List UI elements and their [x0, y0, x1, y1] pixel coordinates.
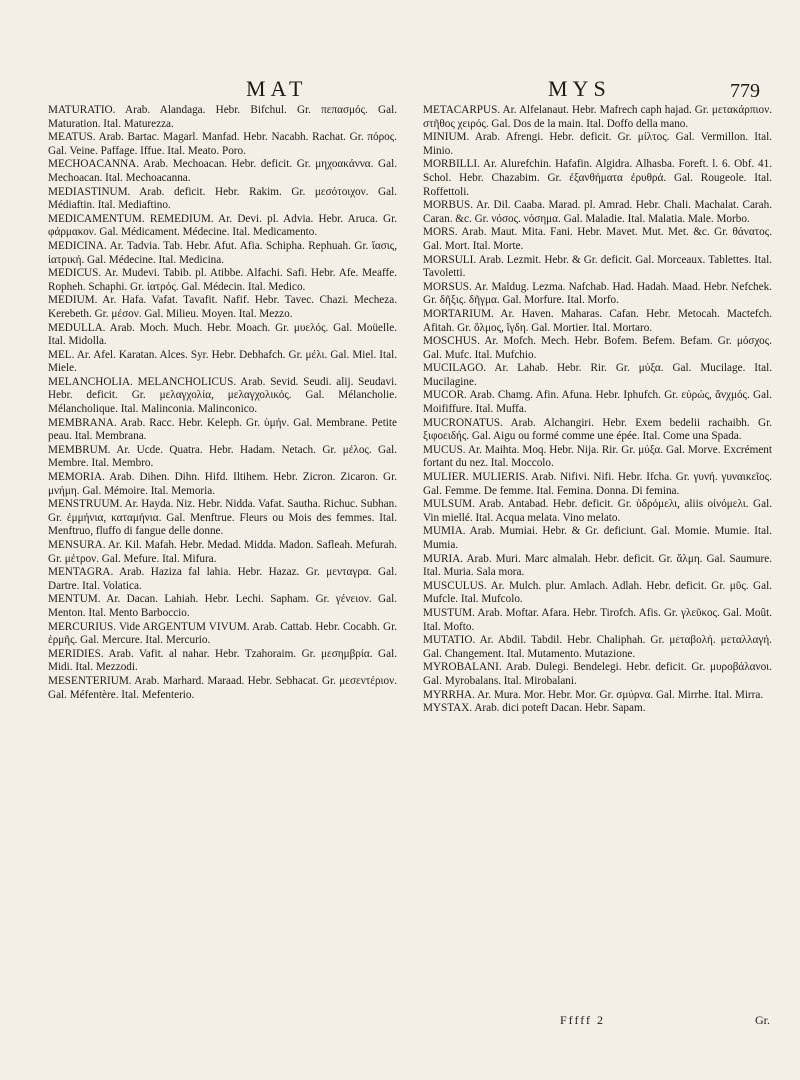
dictionary-entry: MEMBRANA. Arab. Racc. Hebr. Keleph. Gr. ὑμήν. Gal. Membrane. Petite peau. Ital. Membrana. [48, 416, 397, 443]
dictionary-entry: MYSTAX. Arab. dici poteft Dacan. Hebr. Sapam. [423, 702, 646, 715]
dictionary-entry: METACARPUS. Ar. Alfelanaut. Hebr. Mafrech caph hajad. Gr. μετακάρπιον. στῆθος χειρός. Gal. Dos de la main. Ital. Doffo della mano. [423, 104, 772, 130]
dictionary-entry: MYRRHA. Ar. Mura. Mor. Hebr. Mor. Gr. σμύρνα. Gal. Mirrhe. Ital. Mirra. [423, 688, 764, 701]
dictionary-entry: MEMORIA. Arab. Dihen. Dihn. Hifd. Iltihem. Hebr. Zicron. Zicaron. Gr. μνήμη. Gal. Mémoire. Ital. Memoria. [48, 471, 397, 497]
dictionary-entry: MORBILLI. Ar. Alurefchin. Hafafin. Algidra. Alhasba. Foreft. l. 6. Obf. 41. Schol. Hebr. Chazabim. Gr. ἐξανθήματα ἐρυθρά. Gal. Rougeole. Ital. Roffettoli. [423, 158, 772, 198]
dictionary-entry: MYROBALANI. Arab. Dulegi. Bendelegi. Hebr. deficit. Gr. μυροβάλανοι. Gal. Myrobalans. Ital. Mirobalani. [423, 661, 772, 687]
dictionary-entry: MELANCHOLIA. MELANCHOLICUS. Arab. Sevid. Seudi. alij. Seudavi. Hebr. deficit. Gr. μελαγχολία, μελαγχολικός. Gal. Mélancholie. Mélancholique. Ital. Malinconia. Malinconico. [48, 375, 397, 416]
dictionary-entry: MENSURA. Ar. Kil. Mafah. Hebr. Medad. Midda. Madon. Safleah. Mefurah. Gr. μέτρον. Gal. Mefure. Ital. Mifura. [48, 539, 397, 565]
dictionary-entry: MEATUS. Arab. Bartac. Magarl. Manfad. Hebr. Nacabh. Rachat. Gr. πόρος. Gal. Veine. Paffage. Iffue. Ital. Meato. Poro. [48, 131, 397, 157]
dictionary-entry: MEDIUM. Ar. Hafa. Vafat. Tavafit. Nafif. Hebr. Tavec. Chazi. Mecheza. Kerebeth. Gr. μέσον. Gal. Milieu. Moyen. Ital. Mezzo. [48, 294, 397, 320]
dictionary-entry: MORSULI. Arab. Lezmit. Hebr. & Gr. deficit. Gal. Morceaux. Tablettes. Ital. Tavoletti. [423, 253, 772, 280]
running-head-right: MYS [548, 76, 611, 101]
dictionary-entry: MULSUM. Arab. Antabad. Hebr. deficit. Gr. ὑδρόμελι, aliis οἰνόμελι. Gal. Vin miellé. Ital. Acqua melata. Vino melato. [423, 498, 772, 524]
dictionary-entry: MEL. Ar. Afel. Karatan. Alces. Syr. Hebr. Debhafch. Gr. μέλι. Gal. Miel. Ital. Miele. [48, 348, 397, 375]
dictionary-entry: MEDIASTINUM. Arab. deficit. Hebr. Rakim. Gr. μεσότοιχον. Gal. Médiaftin. Ital. Mediaftino. [48, 185, 397, 212]
catchword: Gr. [755, 1013, 770, 1027]
dictionary-entry: MEDICAMENTUM. REMEDIUM. Ar. Devi. pl. Advia. Hebr. Aruca. Gr. φάρμακον. Gal. Médicament. Médecine. Ital. Medicamento. [48, 212, 397, 239]
dictionary-entry: MESENTERIUM. Arab. Marhard. Maraad. Hebr. Sebhacat. Gr. μεσεντέριον. Gal. Méfentère. Ital. Mefenterio. [48, 674, 397, 701]
dictionary-entry: MUSCULUS. Ar. Mulch. plur. Amlach. Adlah. Hebr. deficit. Gr. μῦς. Gal. Mufcle. Ital. Mufcolo. [423, 579, 772, 606]
dictionary-entry: MOSCHUS. Ar. Mofch. Mech. Hebr. Bofem. Befem. Befam. Gr. μόσχος. Gal. Mufc. Ital. Mufchio. [423, 335, 772, 361]
dictionary-entry: MUCRONATUS. Arab. Alchangiri. Hebr. Exem bedelii rachaibh. Gr. ξιφοειδής. Gal. Aigu ou formé comme une épée. Ital. Come una Spada. [423, 416, 772, 443]
running-head-left: MAT [246, 76, 308, 101]
dictionary-entry: MUCUS. Ar. Maihta. Moq. Hebr. Nija. Rir. Gr. μύξα. Gal. Morve. Excrément fortant du nez. Ital. Moccolo. [423, 443, 772, 470]
right-column [423, 104, 772, 716]
dictionary-entry: MEMBRUM. Ar. Ucde. Quatra. Hebr. Hadam. Netach. Gr. μέλος. Gal. Membre. Ital. Membro. [48, 443, 397, 470]
dictionary-entry: MUMIA. Arab. Mumiai. Hebr. & Gr. deficiunt. Gal. Momie. Mumie. Ital. Mumia. [423, 525, 772, 551]
dictionary-entry: MINIUM. Arab. Afrengi. Hebr. deficit. Gr. μίλτος. Gal. Vermillon. Ital. Minio. [423, 131, 772, 157]
dictionary-entry: MUSTUM. Arab. Moftar. Afara. Hebr. Tirofch. Afis. Gr. γλεῦκος. Gal. Moût. Ital. Mofto. [423, 606, 772, 633]
dictionary-entry: MEDULLA. Arab. Moch. Much. Hebr. Moach. Gr. μυελός. Gal. Moüelle. Ital. Midolla. [48, 321, 397, 348]
dictionary-entry: MURIA. Arab. Muri. Marc almalah. Hebr. deficit. Gr. ἅλμη. Gal. Saumure. Ital. Muria. Sala mora. [423, 552, 772, 579]
dictionary-entry: MEDICUS. Ar. Mudevi. Tabib. pl. Atibbe. Alfachi. Safi. Hebr. Afe. Meaffe. Ropheh. Schaphi. Gr. ἰατρός. Gal. Médecin. Ital. Medico. [48, 267, 397, 293]
dictionary-entry: MERIDIES. Arab. Vafit. al nahar. Hebr. Tzahoraim. Gr. μεσημβρία. Gal. Midi. Ital. Mezzodi. [48, 647, 397, 674]
page-number: 779 [730, 80, 760, 102]
dictionary-entry: MULIER. MULIERIS. Arab. Nifivi. Nifi. Hebr. Ifcha. Gr. γυνή. γυναικεῖος. Gal. Femme. De femme. Ital. Femina. Donna. Di femina. [423, 471, 772, 497]
dictionary-entry: MUTATIO. Ar. Abdil. Tabdil. Hebr. Chaliphah. Gr. μεταβολή. μεταλλαγή. Gal. Changement. Ital. Mutamento. Mutazione. [423, 634, 772, 660]
dictionary-entry: MORSUS. Ar. Maldug. Lezma. Nafchab. Had. Hadah. Maad. Hebr. Nefchek. Gr. δῆξις. δῆγμα. Gal. Morfure. Ital. Morfo. [423, 280, 772, 307]
left-column [48, 104, 397, 716]
dictionary-entry: MERCURIUS. Vide ARGENTUM VIVUM. Arab. Cattab. Hebr. Cocabh. Gr. ἑρμῆς. Gal. Mercure. Ital. Mercurio. [48, 620, 397, 647]
dictionary-entry: MUCOR. Arab. Chamg. Afin. Afuna. Hebr. Iphufch. Gr. εὐρώς, ἄνχμός. Gal. Moififfure. Ital. Muffa. [423, 389, 772, 416]
dictionary-entry: MORBUS. Ar. Dil. Caaba. Marad. pl. Amrad. Hebr. Chali. Machalat. Carah. Caran. &c. Gr. νόσος. νόσημα. Gal. Maladie. Ital. Malatia. Male. Morbo. [423, 199, 772, 225]
dictionary-entry: MATURATIO. Arab. Alandaga. Hebr. Bifchul. Gr. πεπασμός. Gal. Maturation. Ital. Maturezza. [48, 104, 397, 130]
dictionary-entry: MENTUM. Ar. Dacan. Lahiah. Hebr. Lechi. Sapham. Gr. γένειον. Gal. Menton. Ital. Mento Barboccio. [48, 593, 397, 619]
dictionary-entry: MENSTRUUM. Ar. Hayda. Niz. Hebr. Nidda. Vafat. Sautha. Richuc. Subhan. Gr. ἐμμήνια, καταμήνια. Gal. Menftrue. Fleurs ou Mois des femmes. Ital. Menftruo, fluffo di fangue delle donne. [48, 498, 397, 538]
dictionary-columns [48, 104, 772, 716]
dictionary-entry: MENTAGRA. Arab. Haziza fal lahia. Hebr. Hazaz. Gr. μενταγρα. Gal. Dartre. Ital. Volatica. [48, 566, 397, 592]
dictionary-entry: MUCILAGO. Ar. Lahab. Hebr. Rir. Gr. μύξα. Gal. Mucilage. Ital. Mucilagine. [423, 362, 772, 388]
dictionary-entry: MORS. Arab. Maut. Mita. Fani. Hebr. Mavet. Mut. Met. &c. Gr. θάνατος. Gal. Mort. Ital. Morte. [423, 226, 772, 252]
signature-mark: Fffff 2 [560, 1013, 606, 1027]
dictionary-entry: MEDICINA. Ar. Tadvia. Tab. Hebr. Afut. Afia. Schipha. Rephuah. Gr. ἴασις, ἰατρική. Gal. Médecine. Ital. Medicina. [48, 239, 397, 266]
running-header [48, 0, 772, 104]
dictionary-entry: MECHOACANNA. Arab. Mechoacan. Hebr. deficit. Gr. μηχοακάννα. Gal. Mechoacan. Ital. Mechoacanna. [48, 158, 397, 184]
dictionary-entry: MORTARIUM. Ar. Haven. Maharas. Cafan. Hebr. Metocah. Mactefch. Afitah. Gr. ὅλμος, ἴγδη. Gal. Mortier. Ital. Mortaro. [423, 307, 772, 334]
